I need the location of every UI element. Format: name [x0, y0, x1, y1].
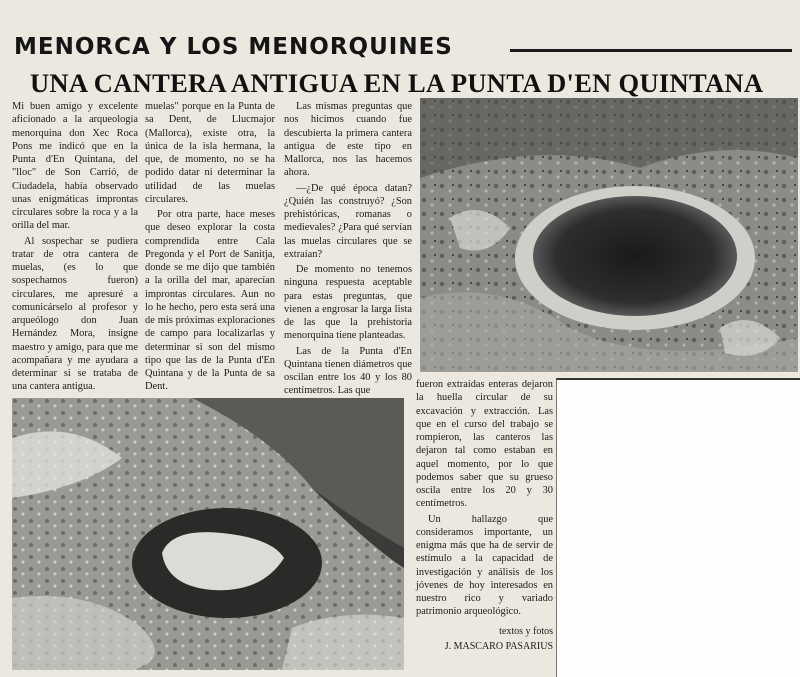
paragraph: fueron extraídas enteras dejaron la huella circular de su excavación y extracción. Las que en el curso del trabajo se rompieron, las canteros las dejaron tal como estaban en aquel momento, por lo que podemos saber que su grueso oscila entre los 20 y 30 centímetros. [416, 379, 553, 510]
paragraph: De momento no tenemos ninguna respuesta aceptable para estas preguntas, que vienen a engrosar la larga lista de las que la prehistoria menorquina tiene planteadas. [284, 264, 412, 342]
paragraph: Las mismas preguntas que nos hicimos cuando fue descubierta la primera cantera antigua de este tipo en Mallorca, nos las hacemos ahora. [284, 101, 412, 179]
paragraph: Por otra parte, hace meses que deseo explorar la costa comprendida entre Cala Pregonda y el Port de Sanitja, donde se me dijo que también a la orilla del mar, aparecían improntas circulares. Aun no lo he hecho, pero esta será una de mis próximas exploraciones de campo para localizarlas y determinar si son del mismo tipo que las de la Punta d'En Quintana y de la Punta de sa Dent. [145, 209, 275, 393]
paragraph: Las de la Punta d'En Quintana tienen diámetros que oscilan entre los 40 y los 80 centímetros. Las que [284, 345, 412, 397]
section-kicker: MENORCA Y LOS MENORQUINES [14, 34, 453, 60]
kicker-rule [510, 49, 792, 52]
paragraph: Un hallazgo que consideramos importante, un enigma más que ha de servir de estímulo a la capacidad de investigación y análisis de los jóvenes de hoy interesados en nuestro rico y variado patrimonio arqueológico. [416, 513, 553, 618]
paragraph: Al sospechar se pudiera tratar de otra cantera de muelas, (es lo que sospechamos fueron) circulares, me apresuré a comunicárselo al profesor y arqueólogo don Juan Hernández Mora, insigne maestro y amigo, para que me acompañara y me ayudara a determinar si se trataba de una cantera antigua. [12, 235, 138, 393]
credit-label: textos y fotos [499, 625, 553, 637]
article-headline: UNA CANTERA ANTIGUA EN LA PUNTA D'EN QUINTANA [30, 68, 764, 98]
article-column-4 [416, 378, 553, 653]
paragraph: —¿De qué época datan? ¿Quién las construyó? ¿Son prehistóricas, romanas o medievales? ¿Para qué servían las muelas circulares que se extraían? [284, 182, 412, 260]
author-byline: J. MASCARO PASARIUS [444, 640, 553, 652]
article-column-1 [12, 100, 138, 409]
paragraph: muelas" porque en la Punta de sa Dent, de Llucmajor (Mallorca), existe otra, la única de la isla hermana, la que, de momento, no se ha podido datar ni determinar la utilidad de las muelas circulares. [145, 101, 275, 205]
photo-quarry-imprint [420, 98, 798, 372]
article-column-2 [145, 100, 275, 394]
article-column-3 [284, 100, 412, 398]
blank-clipping-area [556, 378, 800, 677]
photo-broken-millstone [12, 398, 404, 670]
paragraph: Mi buen amigo y excelente aficionado a la arqueología menorquina don Xec Roca Pons me indicó que en la Punta d'En Quintana, del "lloc" de Son Carrió, de Ciudadela, había observado unas enigmáticas improntas circulares sobre la roca y a la orilla del mar. [12, 101, 138, 232]
